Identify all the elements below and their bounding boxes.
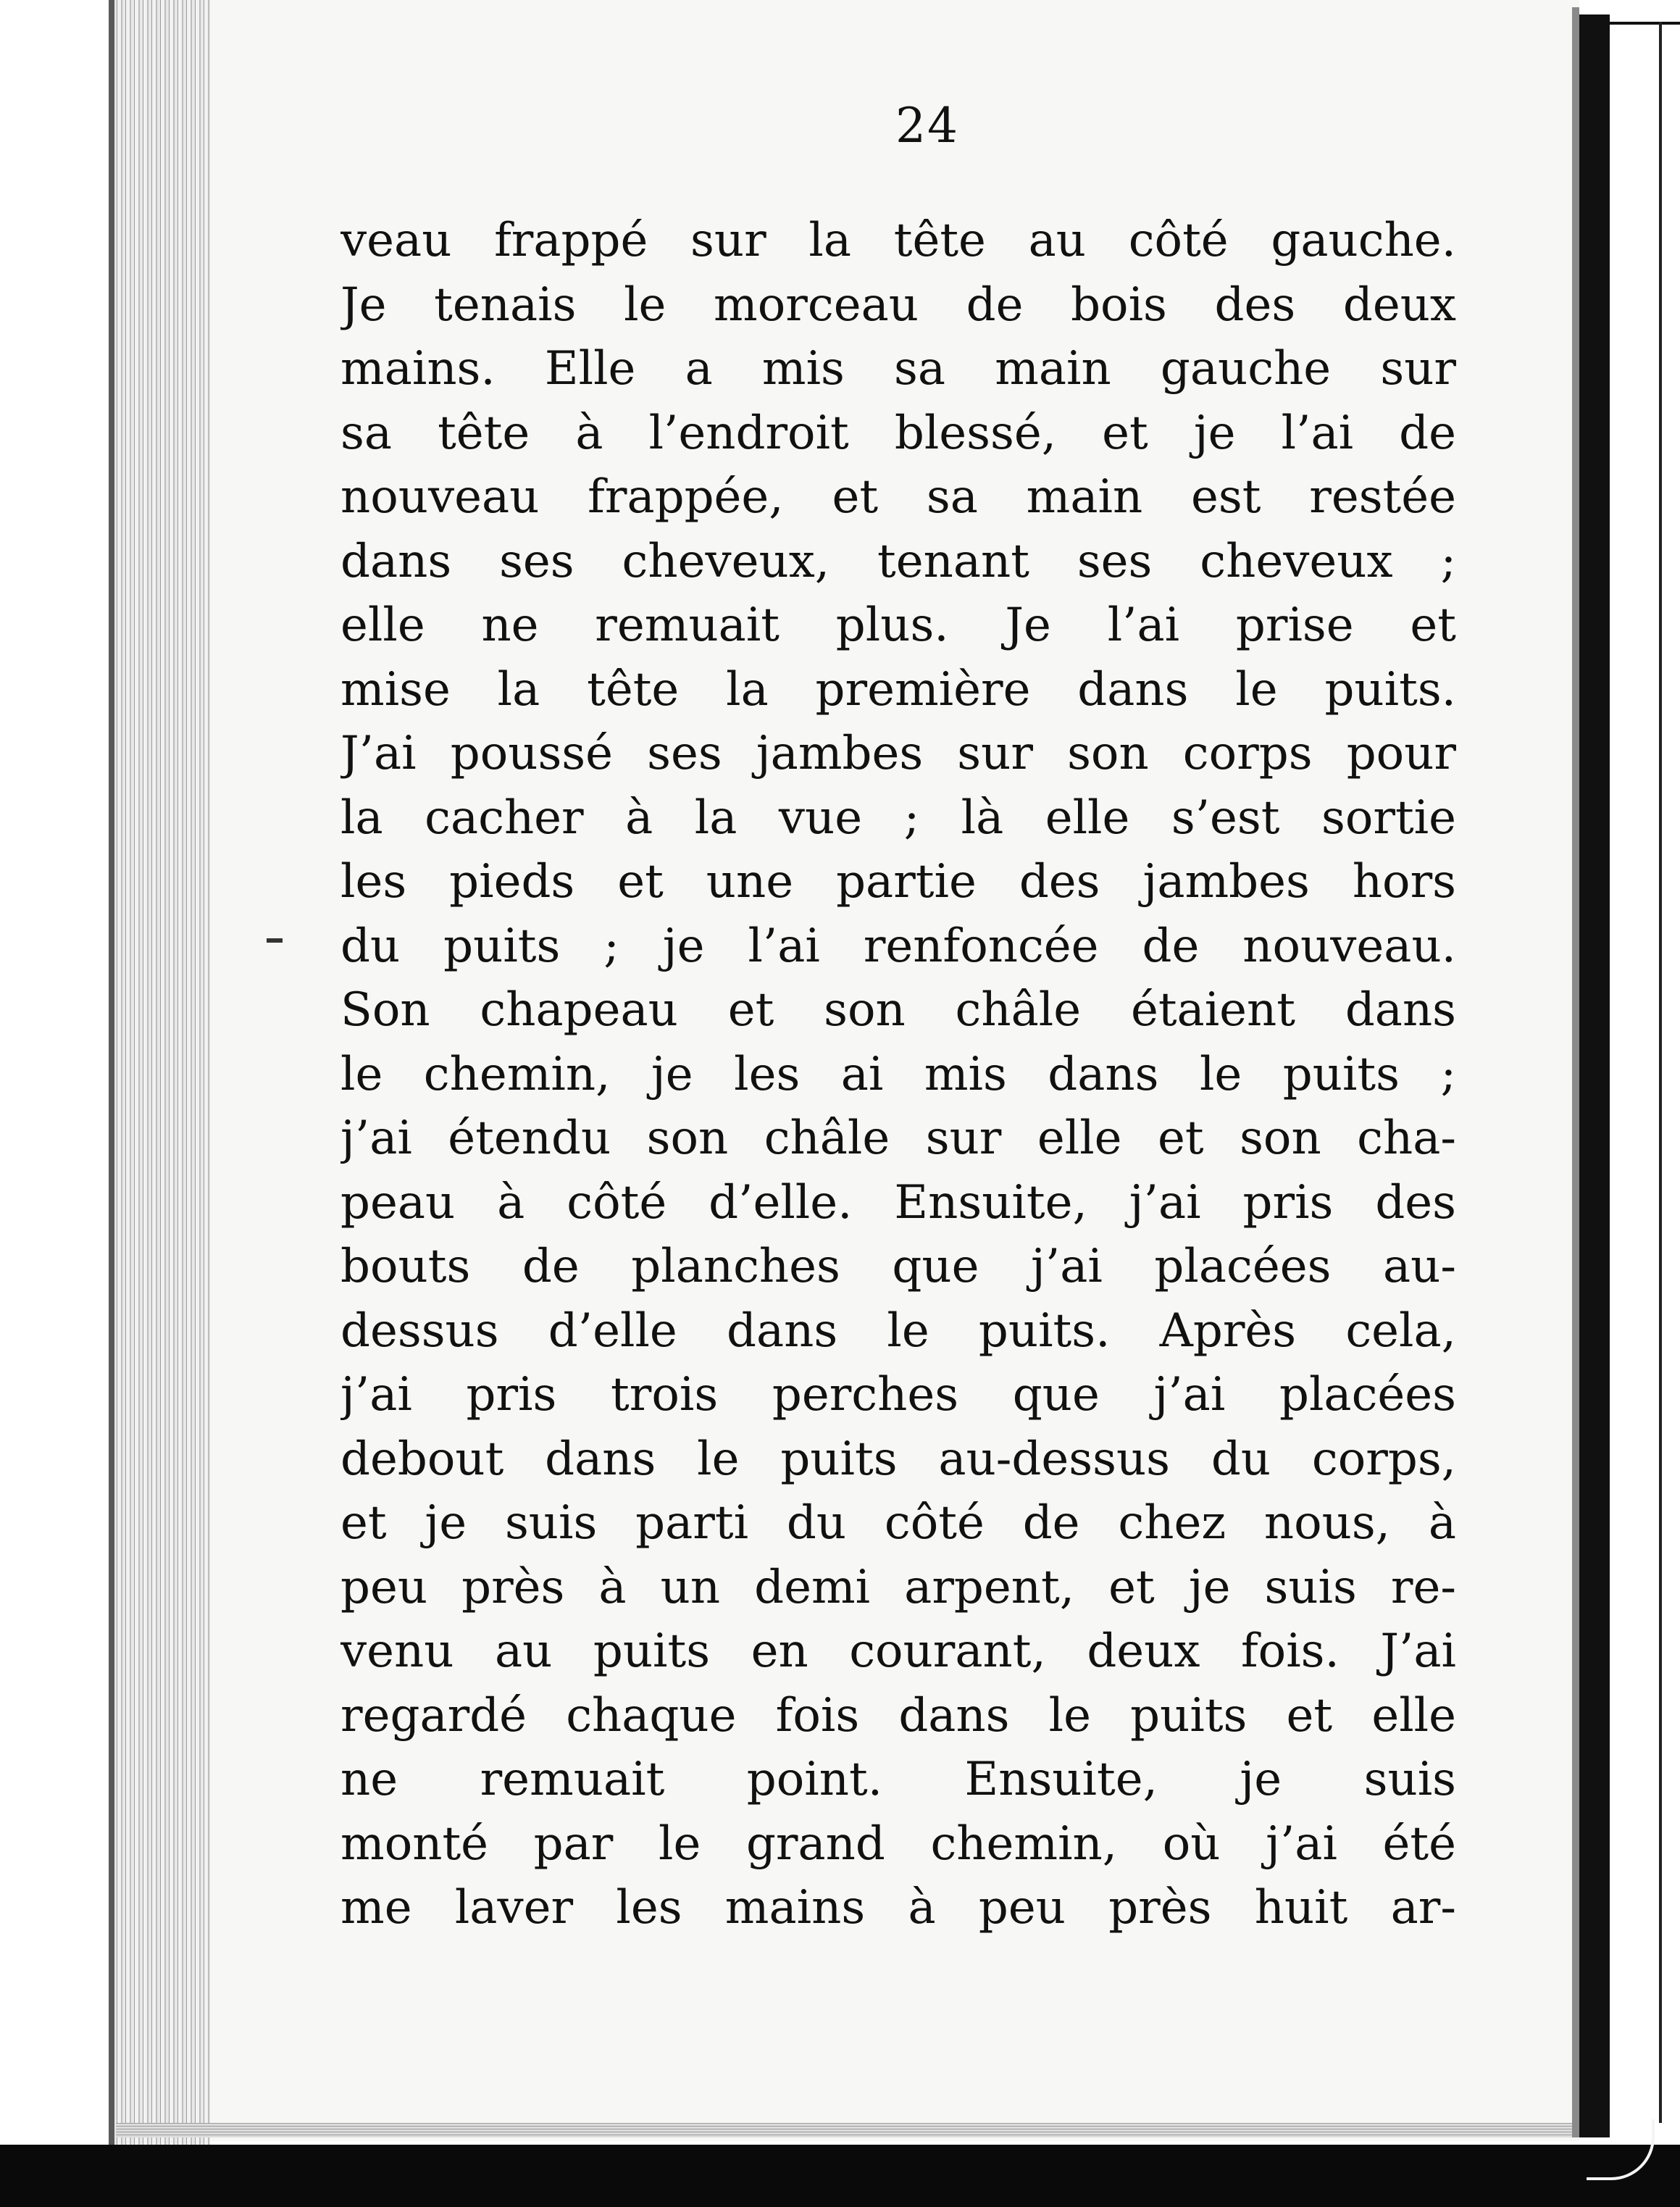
text-line: et je suis parti du côté de chez nous, à <box>340 1496 1456 1550</box>
right-margin-line <box>1659 22 1662 2123</box>
bottom-dark-band <box>0 2145 1680 2207</box>
page-number: 24 <box>895 98 959 154</box>
text-line: monté par le grand chemin, où j’ai été <box>340 1816 1456 1871</box>
margin-mark <box>267 938 283 943</box>
text-line: mains. Elle a mis sa main gauche sur <box>340 342 1456 396</box>
binding-edge <box>1572 7 1579 2137</box>
text-line: le chemin, je les ai mis dans le puits ; <box>340 1047 1456 1101</box>
text-line: dessus d’elle dans le puits. Après cela, <box>340 1303 1456 1358</box>
text-line: regardé chaque fois dans le puits et elle <box>340 1688 1456 1743</box>
text-line: Son chapeau et son châle étaient dans <box>340 983 1456 1037</box>
text-line: mise la tête la première dans le puits. <box>340 662 1456 717</box>
text-line: peu près à un demi arpent, et je suis re- <box>340 1560 1456 1614</box>
text-line: ne remuait point. Ensuite, je suis <box>340 1753 1456 1806</box>
text-line: du puits ; je l’ai renfoncée de nouveau. <box>340 919 1456 973</box>
text-line: la cacher à la vue ; là elle s’est sortie <box>340 790 1456 845</box>
page-bottom-edges <box>116 2123 1579 2137</box>
text-line: bouts de planches que j’ai placées au- <box>340 1240 1456 1293</box>
book-spine <box>1579 14 1610 2137</box>
text-line: venu au puits en courant, deux fois. J’ai <box>340 1624 1456 1678</box>
page-edge-shadow <box>109 0 114 2145</box>
text-line: elle ne remuait plus. Je l’ai prise et <box>340 598 1456 652</box>
text-line: veau frappé sur la tête au côté gauche. <box>340 214 1456 267</box>
text-line: j’ai étendu son châle sur elle et son cha- <box>340 1111 1456 1165</box>
text-line: les pieds et une partie des jambes hors <box>340 855 1456 909</box>
top-right-border <box>1594 0 1680 25</box>
text-line: Je tenais le morceau de bois des deux <box>340 278 1456 332</box>
book-page-edges <box>109 0 210 2145</box>
text-line: debout dans le puits au-dessus du corps, <box>340 1432 1456 1486</box>
text-line: sa tête à l’endroit blessé, et je l’ai de <box>340 406 1456 460</box>
text-line: dans ses cheveux, tenant ses cheveux ; <box>340 534 1456 588</box>
text-line: me laver les mains à peu près huit ar- <box>340 1881 1456 1935</box>
text-line: peau à côté d’elle. Ensuite, j’ai pris des <box>340 1175 1456 1230</box>
text-line: nouveau frappée, et sa main est restée <box>340 470 1456 524</box>
text-line: J’ai poussé ses jambes sur son corps pour <box>340 727 1456 780</box>
body-text <box>340 209 1456 1940</box>
text-line: j’ai pris trois perches que j’ai placées <box>340 1368 1456 1422</box>
